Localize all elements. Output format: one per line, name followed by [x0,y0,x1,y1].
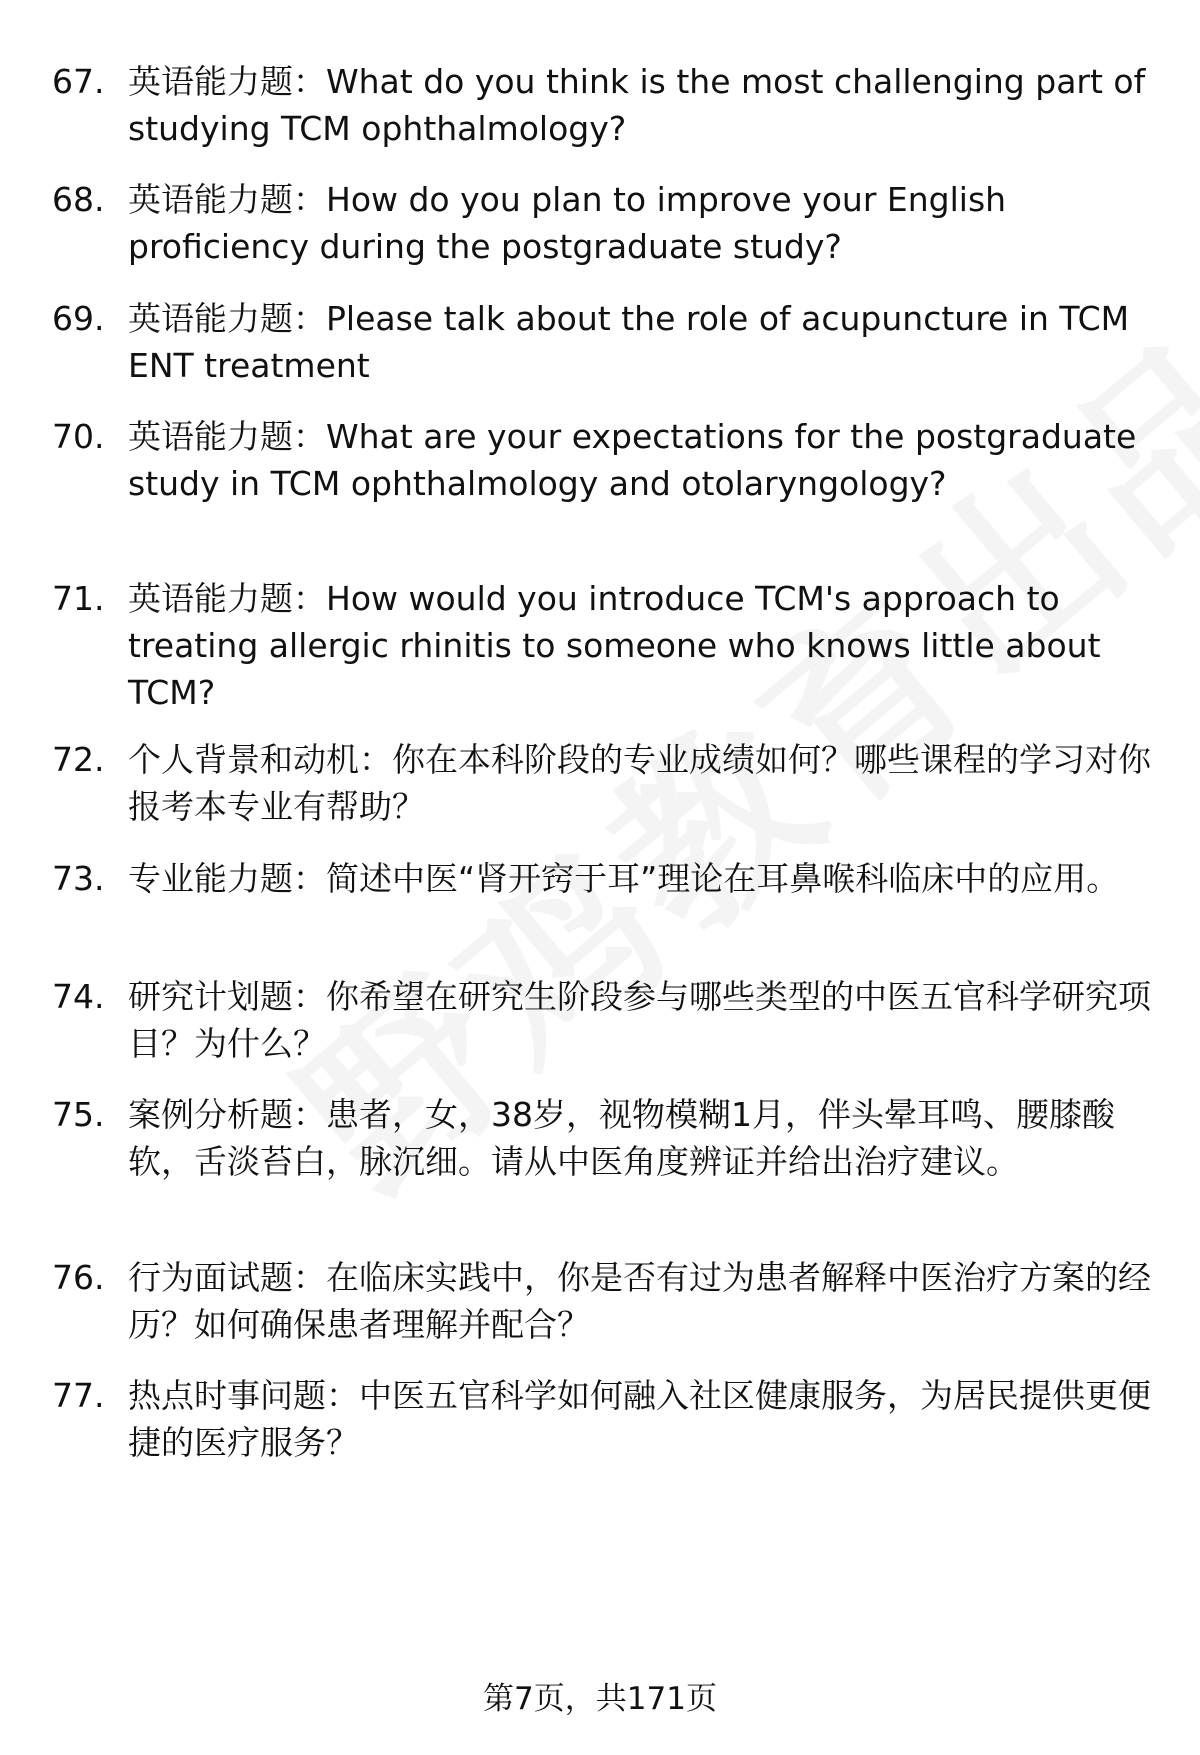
question-text: 行为面试题：在临床实践中，你是否有过为患者解释中医治疗方案的经历？如何确保患者理解并配合？ [128,1258,1151,1344]
question-text: 热点时事问题：中医五官科学如何融入社区健康服务，为居民提供更便捷的医疗服务？ [128,1376,1151,1462]
question-text: 案例分析题：患者，女，38岁，视物模糊1月，伴头晕耳鸣、腰膝酸软，舌淡苔白，脉沉细。请从中医角度辨证并给出治疗建议。 [128,1095,1115,1181]
question-text: 研究计划题：你希望在研究生阶段参与哪些类型的中医五官科学研究项目？为什么？ [128,977,1151,1063]
question-number: 75. [52,1095,105,1134]
question-number: 76. [52,1258,105,1297]
question-text: 专业能力题：简述中医“肾开窍于耳”理论在耳鼻喉科临床中的应用。 [128,859,1120,898]
question-number: 68. [52,180,105,219]
question-text: 英语能力题：How do you plan to improve your English proficiency during the postgraduate study? [128,180,1007,266]
question-text: 英语能力题：What are your expectations for the postgraduate study in TCM ophthalmology and otolaryngology? [128,417,1137,503]
question-text: 英语能力题：Please talk about the role of acupuncture in TCM ENT treatment [128,299,1130,385]
question-number: 67. [52,62,105,101]
question-number: 70. [52,417,105,456]
question-number: 74. [52,977,105,1016]
question-number: 69. [52,299,105,338]
question-number: 77. [52,1376,105,1415]
question-text: 个人背景和动机：你在本科阶段的专业成绩如何？哪些课程的学习对你报考本专业有帮助？ [128,740,1151,826]
question-number: 72. [52,740,105,779]
page-number: 第7页，共171页 [483,1681,717,1717]
question-number: 73. [52,859,105,898]
question-text: 英语能力题：What do you think is the most challenging part of studying TCM ophthalmology? [128,62,1146,148]
question-text: 英语能力题：How would you introduce TCM's approach to treating allergic rhinitis to someone who knows little about TCM? [128,579,1101,712]
question-number: 71. [52,579,105,618]
